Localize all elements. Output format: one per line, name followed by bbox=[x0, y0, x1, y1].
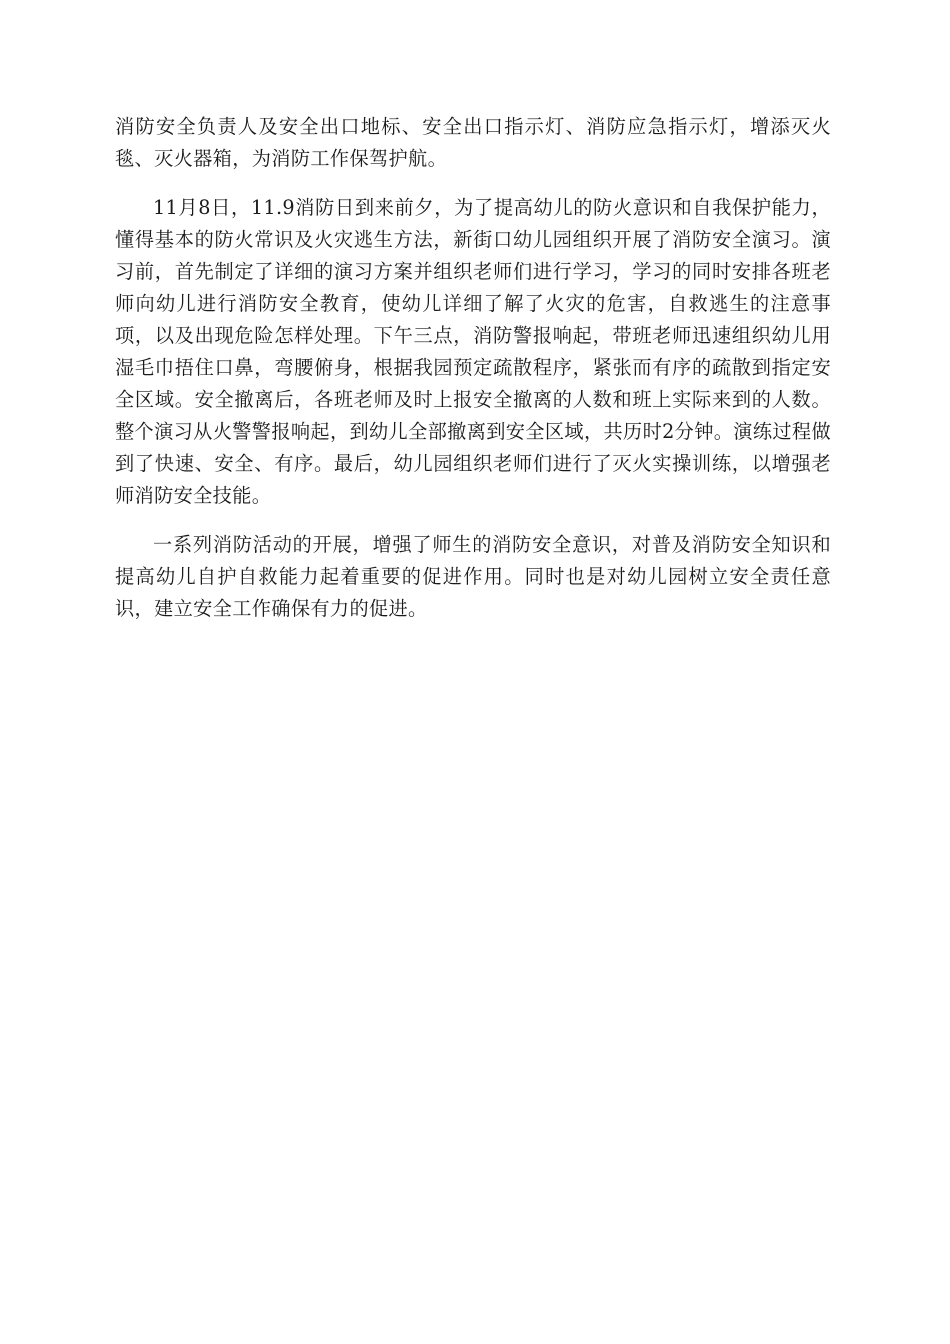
document-body bbox=[115, 111, 831, 642]
paragraph-continuation: 消防安全负责人及安全出口地标、安全出口指示灯、消防应急指示灯，增添灭火毯、灭火器箱，为消防工作保驾护航。 bbox=[115, 115, 831, 170]
paragraph-conclusion: 一系列消防活动的开展，增强了师生的消防安全意识，对普及消防安全知识和提高幼儿自护自救能力起着重要的促进作用。同时也是对幼儿园树立安全责任意识，建立安全工作确保有力的促进。 bbox=[115, 533, 831, 620]
paragraph-fire-drill: 11月8日，11.9消防日到来前夕，为了提高幼儿的防火意识和自我保护能力，懂得基本的防火常识及火灾逃生方法，新街口幼儿园组织开展了消防安全演习。演习前，首先制定了详细的演习方案并组织老师们进行学习，学习的同时安排各班老师向幼儿进行消防安全教育，使幼儿详细了解了火灾的危害，自救逃生的注意事项，以及出现危险怎样处理。下午三点，消防警报响起，带班老师迅速组织幼儿用湿毛巾捂住口鼻，弯腰俯身，根据我园预定疏散程序，紧张而有序的疏散到指定安全区域。安全撤离后，各班老师及时上报安全撤离的人数和班上实际来到的人数。整个演习从火警警报响起，到幼儿全部撤离到安全区域，共历时2分钟。演练过程做到了快速、安全、有序。最后，幼儿园组织老师们进行了灭火实操训练，以增强老师消防安全技能。 bbox=[115, 196, 831, 507]
